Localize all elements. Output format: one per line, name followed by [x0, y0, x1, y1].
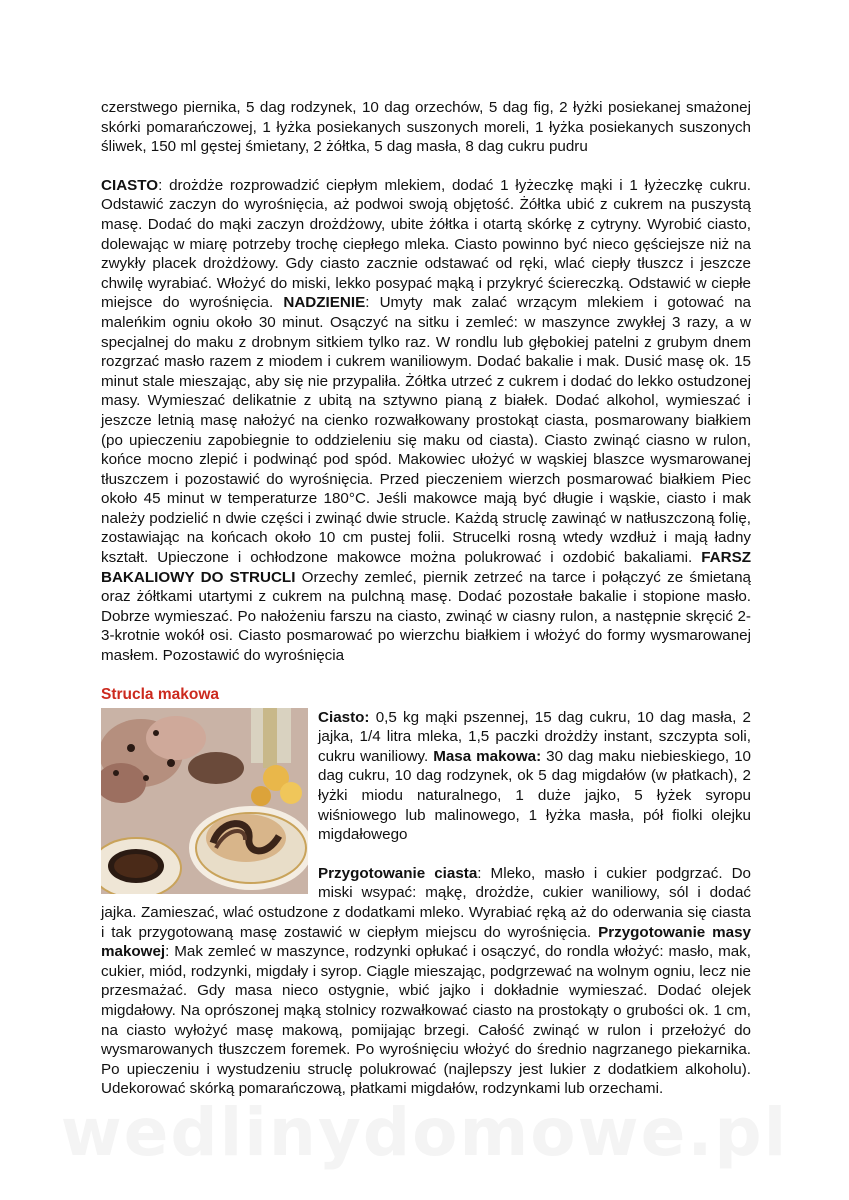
przygotowanie-masy-heading: Przygotowanie masy makowej	[101, 923, 751, 961]
nadzienie-text: : Umyty mak zalać wrzącym mlekiem i gotować na maleńkim ogniu około 30 minut. Osączyć na sitku i zemleć: w maszynce zwykłej 3 razy, a w specjalnej do maku z drobnym sitkiem tylko raz. W rondlu lub głębokiej patelni z grubym dnem rozgrzać masło razem z miodem i cukrem waniliowym. Dodać bakalie i mak. Dusić masę ok. 15 minut stale mieszając, aby się nie przypaliła. Żółtka utrzeć z cukrem i dodać do lekko ostudzonej masy. Wymieszać delikatnie z ubitą na sztywno pianą z białek. Dodać alkohol, wymieszać i jeszcze letnią masę nałożyć na cienko rozwałkowany prostokąt ciasta, posmarowany białkiem (po upieczeniu zapobiegnie to oddzieleniu się maku od ciasta). Ciasto zwinąć ciasno w rulon, końce mocno zlepić i podwinąć pod spód. Makowiec ułożyć w wąskiej blaszce wysmarowanej tłuszczem i pozostawić do wyrośnięcia. Przed pieczeniem wierzch posmarować białkiem Piec około 45 minut w temperaturze 180°C. Jeśli makowce mają być długie i wąskie, ciasto i mak należy podzielić n dwie części i zwinąć dwie strucle. Każdą struclę zawinąć w natłuszczoną folię, zostawiając na końcach około 10 cm pustej folii. Strucelki rosną wtedy wzdłuż i mają ładny kształt. Upieczone i ochłodzone makowce można polukrować i ozdobić bakaliami.	[101, 294, 751, 567]
nadzienie-heading: NADZIENIE	[283, 294, 366, 312]
strucla-ciasto-heading: Ciasto:	[318, 708, 370, 726]
masa-makowa-heading: Masa makowa:	[433, 747, 542, 765]
przygotowanie-ciasta-text: : Mleko, masło i cukier podgrzać. Do miski wsypać: mąkę, drożdże, cukier waniliowy, sól i dodać jajka. Zamieszać, wlać ostudzone z dodatkami mleko. Wyrabiać ręką aż do oderwania się ciasta i tak przygotowaną masę zostawić w ciepłym miejscu do wyrośnięcia.	[101, 864, 751, 941]
masa-makowa-text: 30 dag maku niebieskiego, 10 dag cukru, 10 dag rodzynek, ok 5 dag migdałów (w płatkach), 2 łyżki miodu naturalnego, 1 duże jajko, 5 łyżek syropu wiśniowego lub malinowego, 1 łyżka masła, pół fiolki olejku migdałowego	[318, 747, 751, 844]
farsz-text: Orzechy zemleć, piernik zetrzeć na tarce i połączyć ze śmietaną oraz żółtkami utartymi z cukrem na pulchną masę. Dodać pozostałe bakalie i stopione masło. Dobrze wymieszać. Po nałożeniu farszu na ciasto, zwinąć w ciasny rulon, a następnie skręcić 2-3-krotnie wokół osi. Ciasto posmarować po wierzchu białkiem i włożyć do formy wysmarowanej masłem. Pozostawić do wyrośnięcia	[101, 568, 752, 665]
watermark: wedlinydomowe.pl	[60, 1094, 789, 1171]
intro-paragraph: czerstwego piernika, 5 dag rodzynek, 10 dag orzechów, 5 dag fig, 2 łyżki posiekanej smażonej skórki pomarańczowej, 1 łyżka posiekanych suszonych moreli, 1 łyżka posiekanych suszonych śliwek, 150 ml gęstej śmietany, 2 żółtka, 5 dag masła, 8 dag cukru pudru	[101, 99, 751, 156]
przygotowanie-masy-text: : Mak zemleć w maszynce, rodzynki opłukać i osączyć, do rondla włożyć: masło, mak, cukier, miód, rodzynki, migdały i syrop. Ciągle mieszając, podgrzewać na wolnym ogniu, lecz nie przesmażać. Gdy masa nieco ostygnie, wbić jajko i dokładnie wymieszać. Dodać olejek migdałowy. Na oprószonej mąką stolnicy rozwałkować ciasto na prostokąty o grubości ok. 1 cm, na ciasto wyłożyć masę makową, pomijając brzegi. Całość zwinąć w rulon i przełożyć do wysmarowanych tłuszczem foremek. Po wyrośnięciu włożyć do średnio nagrzanego piekarnika. Po upieczeniu i wystudzeniu struclę polukrować (najlepszy jest lukier z dodatkiem alkoholu). Udekorować skórką pomarańczową, płatkami migdałów, rodzynkami lub orzechami.	[101, 943, 751, 1098]
makowiec-paragraph	[101, 176, 751, 666]
ciasto-heading: CIASTO	[101, 176, 159, 194]
ciasto-text: : drożdże rozprowadzić ciepłym mlekiem, dodać 1 łyżeczkę mąki i 1 łyżeczkę cukru. Odstawić zaczyn do wyrośnięcia, aż podwoi swoją objętość. Żółtka ubić z cukrem na puszystą masę. Dodać do mąki zaczyn drożdżowy, ubite żółtka i otartą skórkę z cytryny. Wyrobić ciasto, dolewając w miarę potrzeby trochę ciepłego mleka. Ciasto powinno być nieco gęściejsze niż na zwykły placek drożdżowy. Gdy ciasto zacznie odstawać od ręki, wlać ciepły tłuszcz i jeszcze chwilę wyrabiać. Włożyć do miski, lekko posypać mąką i przykryć ściereczką. Odstawić w ciepłe miejsce do wyrośnięcia.	[101, 176, 751, 312]
strucla-photo	[101, 708, 308, 894]
page-content	[101, 98, 751, 1099]
strucla-preparation	[101, 864, 751, 1099]
przygotowanie-ciasta-heading: Przygotowanie ciasta	[318, 864, 478, 882]
section-title-strucla: Strucla makowa	[101, 685, 220, 703]
poppy-roll-image	[101, 708, 308, 894]
strucla-ciasto-text: 0,5 kg mąki pszennej, 15 dag cukru, 10 dag masła, 2 jajka, 1/4 litra mleka, 1,5 paczki drożdży instant, szczypta soli, cukru waniliowy.	[318, 708, 751, 765]
farsz-heading: FARSZ BAKALIOWY DO STRUCLI	[101, 549, 751, 586]
